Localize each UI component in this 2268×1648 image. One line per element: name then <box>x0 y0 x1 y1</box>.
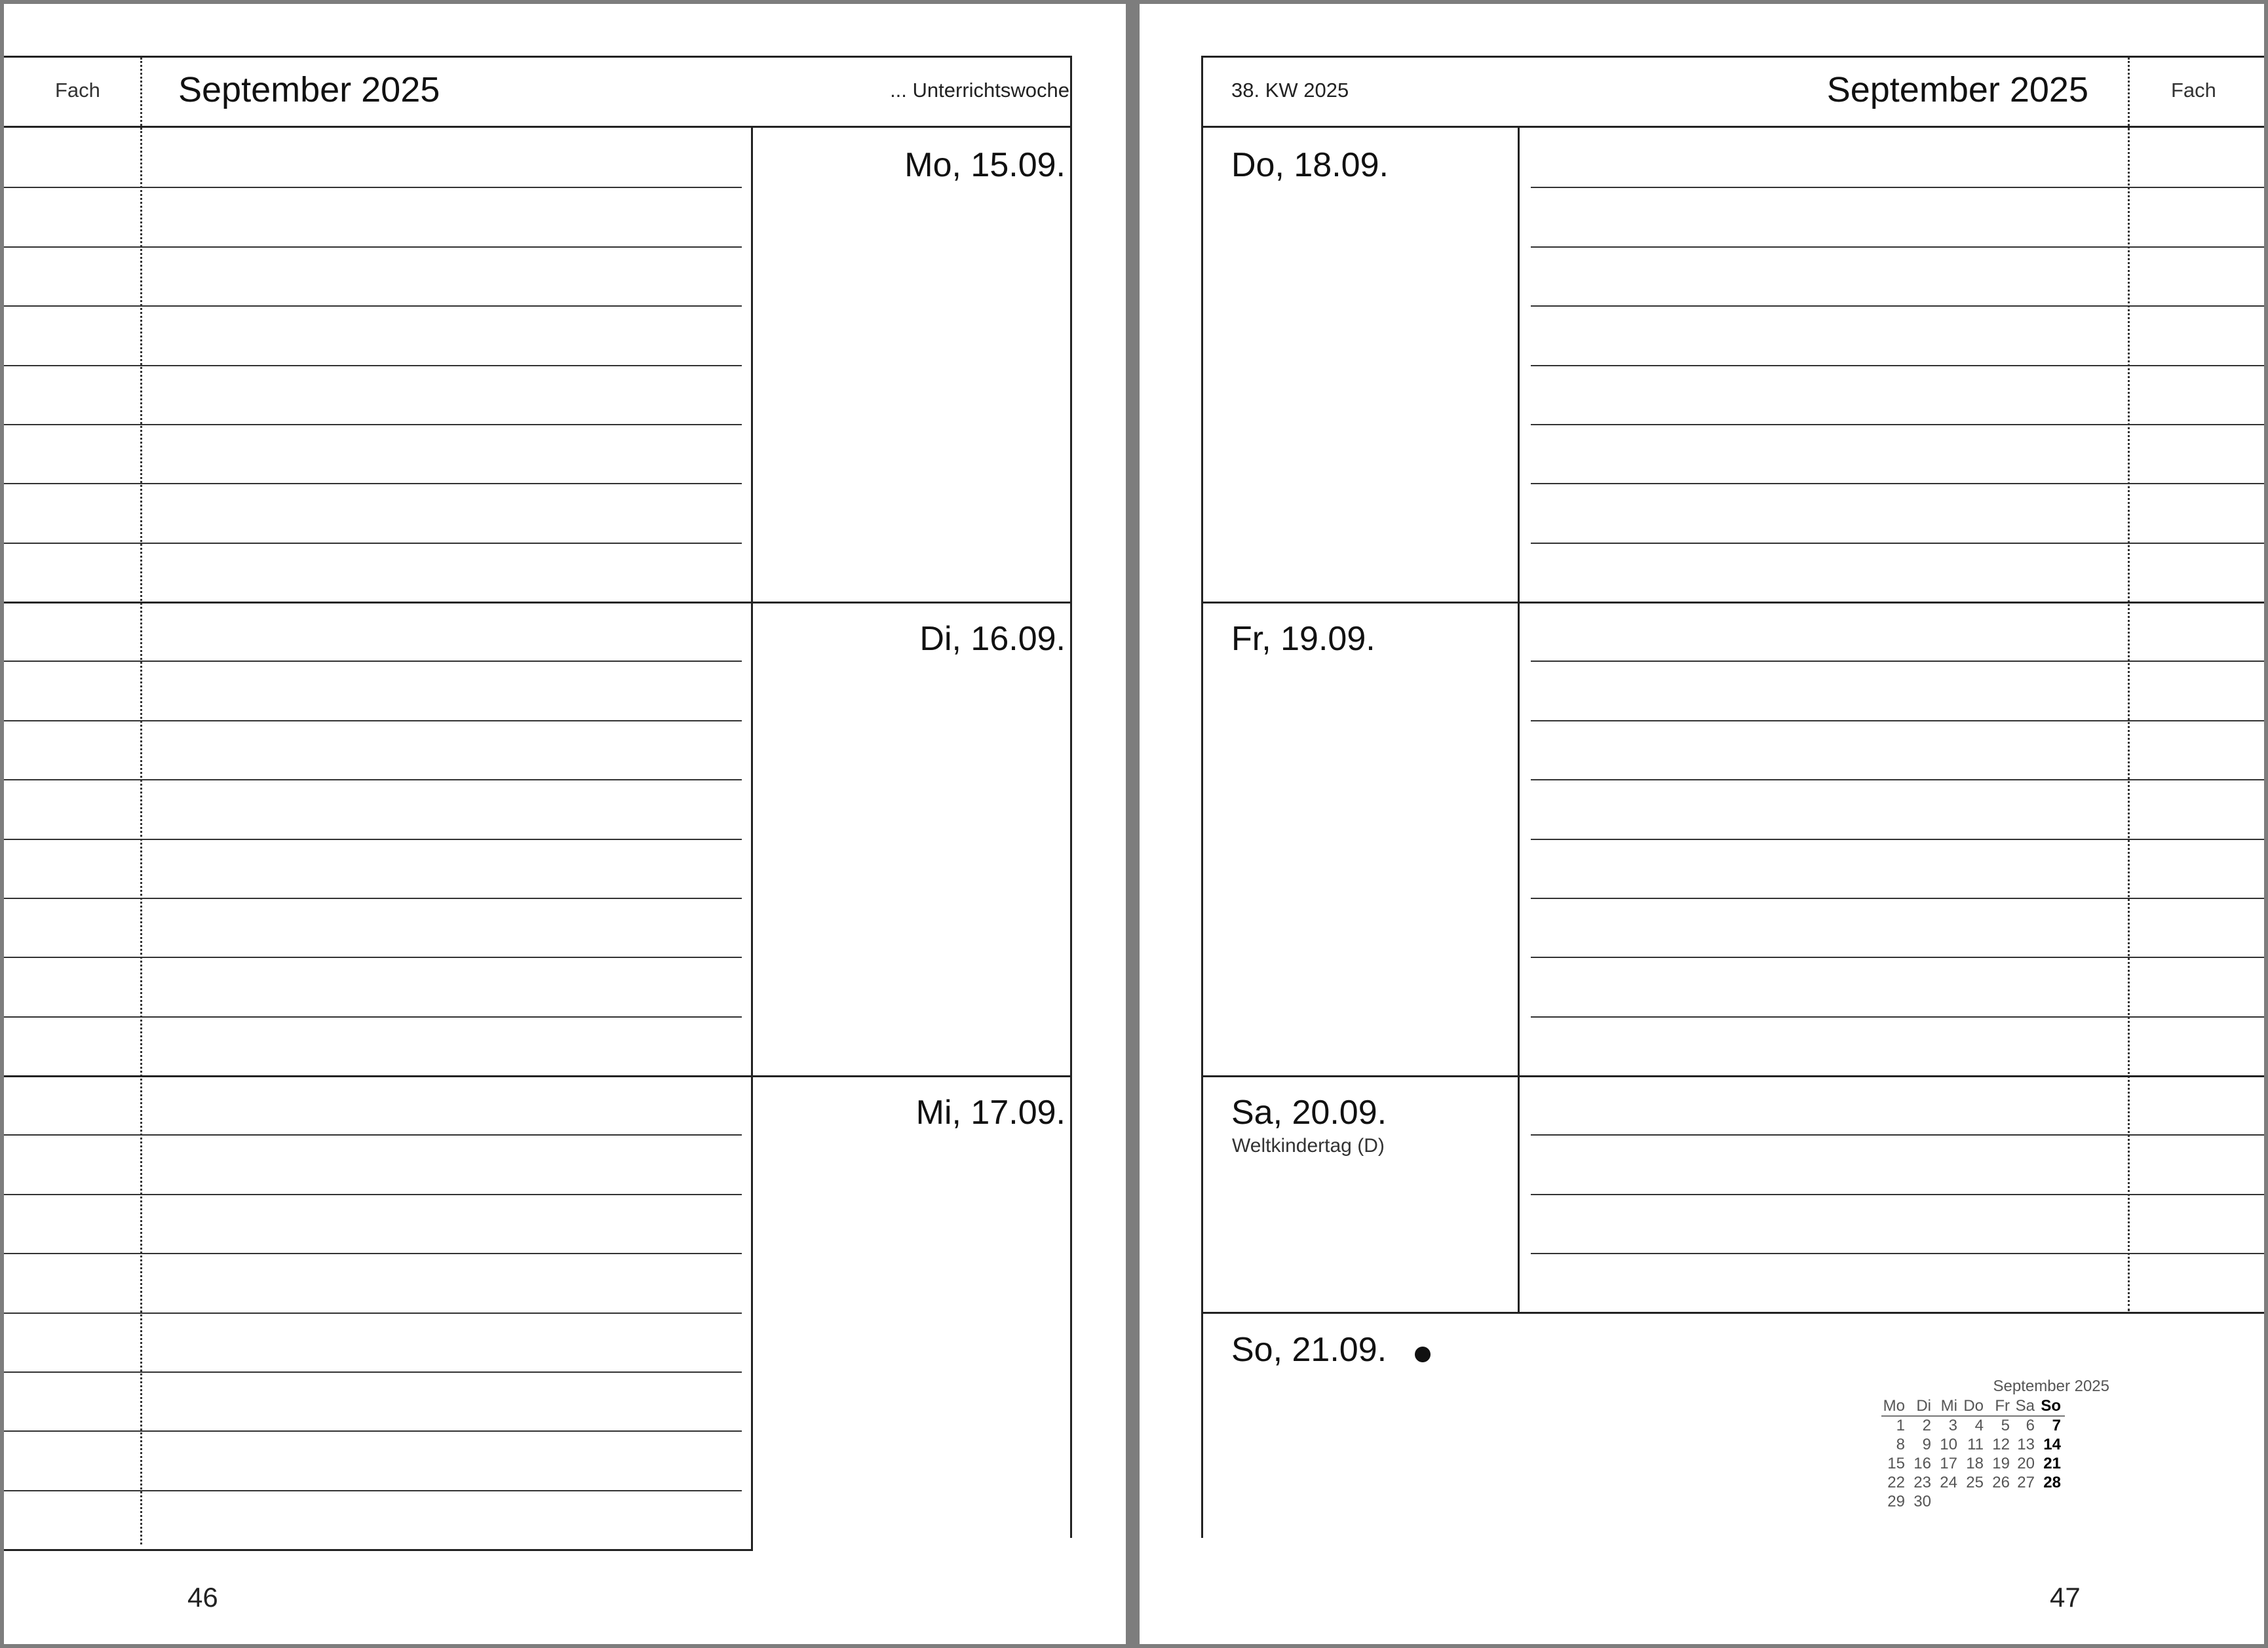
writing-line <box>4 543 742 544</box>
mini-calendar-day: 26 <box>1992 1474 2010 1491</box>
mini-calendar-day: 4 <box>1974 1417 1984 1434</box>
mini-calendar-day: 12 <box>1992 1436 2010 1453</box>
mini-calendar-day: 3 <box>1948 1417 1957 1434</box>
mini-calendar-day: 7 <box>2052 1417 2061 1434</box>
mini-calendar-weekday: Fr <box>1995 1397 2010 1415</box>
mini-calendar-day: 20 <box>2017 1455 2035 1472</box>
mini-calendar-day: 21 <box>2043 1455 2061 1472</box>
header-bottom-border <box>4 126 1071 128</box>
writing-line <box>1531 1016 2264 1018</box>
writing-line <box>1531 543 2264 544</box>
writing-line <box>1531 1194 2264 1195</box>
month-title: September 2025 <box>1826 70 2088 109</box>
day-separator-di-mi <box>4 1075 1071 1077</box>
mini-calendar-day: 15 <box>1887 1455 1905 1472</box>
fach-column-label: Fach <box>2171 79 2216 102</box>
page-number: 47 <box>2050 1582 2081 1613</box>
writing-line <box>1531 661 2264 662</box>
writing-line <box>1531 187 2264 188</box>
mini-calendar-weekday: Sa <box>2015 1397 2035 1415</box>
day-label-thursday: Do, 18.09. <box>1231 146 1389 184</box>
writing-line <box>4 1194 742 1195</box>
mini-calendar-weekday: Do <box>1963 1397 1984 1415</box>
writing-line <box>1531 1253 2264 1254</box>
mini-calendar-day: 13 <box>2017 1436 2035 1453</box>
page-number: 46 <box>187 1582 218 1613</box>
writing-line <box>4 1313 742 1314</box>
writing-line <box>4 1134 742 1136</box>
grid-bottom-border <box>4 1549 753 1551</box>
mini-calendar-day: 16 <box>1913 1455 1931 1472</box>
calendar-week-label: 38. KW 2025 <box>1231 79 1349 102</box>
day-separator-fr-sa <box>1201 1075 2264 1077</box>
fach-dotted-divider <box>2128 128 2130 1311</box>
writing-line <box>1531 720 2264 721</box>
mini-calendar-day: 2 <box>1922 1417 1931 1434</box>
writing-line <box>4 1371 742 1373</box>
writing-line <box>4 483 742 484</box>
mini-calendar-day: 8 <box>1896 1436 1905 1453</box>
day-column-right-border <box>1518 128 1520 1313</box>
writing-line <box>4 957 742 958</box>
writing-line <box>4 1490 742 1491</box>
mini-calendar-title: September 2025 <box>1993 1377 2109 1395</box>
writing-line <box>4 661 742 662</box>
day-label-saturday: Sa, 20.09. <box>1231 1094 1387 1132</box>
header-fach-divider <box>2128 58 2130 126</box>
mini-calendar-weekday: Mo <box>1883 1397 1905 1415</box>
writing-line <box>4 365 742 366</box>
mini-calendar-day: 18 <box>1966 1455 1984 1472</box>
mini-calendar-weekday: Mi <box>1940 1397 1957 1415</box>
mini-calendar-day: 23 <box>1913 1474 1931 1491</box>
mini-calendar-day: 5 <box>2001 1417 2010 1434</box>
mini-calendar-weekday: So <box>2041 1397 2061 1415</box>
header-fach-divider <box>140 58 142 126</box>
mini-calendar-day: 25 <box>1966 1474 1984 1491</box>
mini-calendar-day: 19 <box>1992 1455 2010 1472</box>
mini-calendar-day: 27 <box>2017 1474 2035 1491</box>
header-top-border <box>4 56 1071 58</box>
writing-line <box>1531 246 2264 248</box>
writing-line <box>1531 957 2264 958</box>
writing-line <box>4 839 742 840</box>
writing-line <box>1531 424 2264 425</box>
right-planner-page <box>1140 4 2264 1644</box>
writing-line <box>4 898 742 899</box>
header-right-border <box>1070 56 1072 128</box>
writing-line <box>4 779 742 780</box>
day-label-tuesday: Di, 16.09. <box>919 620 1066 658</box>
writing-line <box>4 1016 742 1018</box>
day-column-right-border <box>1070 128 1072 1538</box>
writing-line <box>4 424 742 425</box>
holiday-note: Weltkindertag (D) <box>1232 1135 1385 1157</box>
day-label-monday: Mo, 15.09. <box>904 146 1066 184</box>
day-label-sunday: So, 21.09. <box>1231 1331 1387 1369</box>
mini-calendar-day: 1 <box>1896 1417 1905 1434</box>
day-column-left-border <box>1201 128 1203 1538</box>
writing-line <box>1531 898 2264 899</box>
month-title: September 2025 <box>178 70 440 109</box>
mini-calendar-day: 17 <box>1940 1455 1957 1472</box>
writing-line <box>4 305 742 307</box>
header-top-border <box>1201 56 2264 58</box>
mini-calendar-weekday: Di <box>1916 1397 1931 1415</box>
mini-calendar-day: 29 <box>1887 1493 1905 1510</box>
day-separator-do-fr <box>1201 602 2264 604</box>
fach-dotted-divider <box>140 128 142 1544</box>
writing-line <box>1531 365 2264 366</box>
writing-line <box>1531 305 2264 307</box>
day-label-friday: Fr, 19.09. <box>1231 620 1375 658</box>
writing-line <box>4 1253 742 1254</box>
writing-line <box>1531 483 2264 484</box>
mini-calendar-day: 6 <box>2026 1417 2035 1434</box>
day-column-left-border <box>751 128 753 1551</box>
header-left-border <box>1201 56 1203 128</box>
writing-line <box>4 187 742 188</box>
writing-line <box>1531 839 2264 840</box>
day-label-wednesday: Mi, 17.09. <box>915 1094 1066 1132</box>
writing-line <box>4 1430 742 1432</box>
mini-calendar-day: 24 <box>1940 1474 1957 1491</box>
mini-calendar-day: 22 <box>1887 1474 1905 1491</box>
mini-calendar-day: 28 <box>2043 1474 2061 1491</box>
writing-line <box>4 720 742 721</box>
mini-calendar-day: 11 <box>1967 1436 1984 1453</box>
mini-calendar-day: 10 <box>1940 1436 1957 1453</box>
writing-line <box>1531 779 2264 780</box>
mini-calendar-day: 14 <box>2043 1436 2061 1453</box>
header-bottom-border <box>1201 126 2264 128</box>
full-moon-icon <box>1415 1347 1431 1362</box>
mini-calendar-day: 30 <box>1913 1493 1931 1510</box>
writing-line <box>4 246 742 248</box>
day-separator-sa-so <box>1201 1312 2264 1314</box>
mini-month-calendar <box>1883 1377 2109 1528</box>
mini-calendar-day: 9 <box>1922 1436 1931 1453</box>
fach-column-label: Fach <box>55 79 100 102</box>
left-planner-page <box>4 4 1126 1644</box>
teaching-week-note: ... Unterrichtswoche <box>890 79 1069 102</box>
writing-line <box>1531 1134 2264 1136</box>
day-separator-mo-di <box>4 602 1071 604</box>
